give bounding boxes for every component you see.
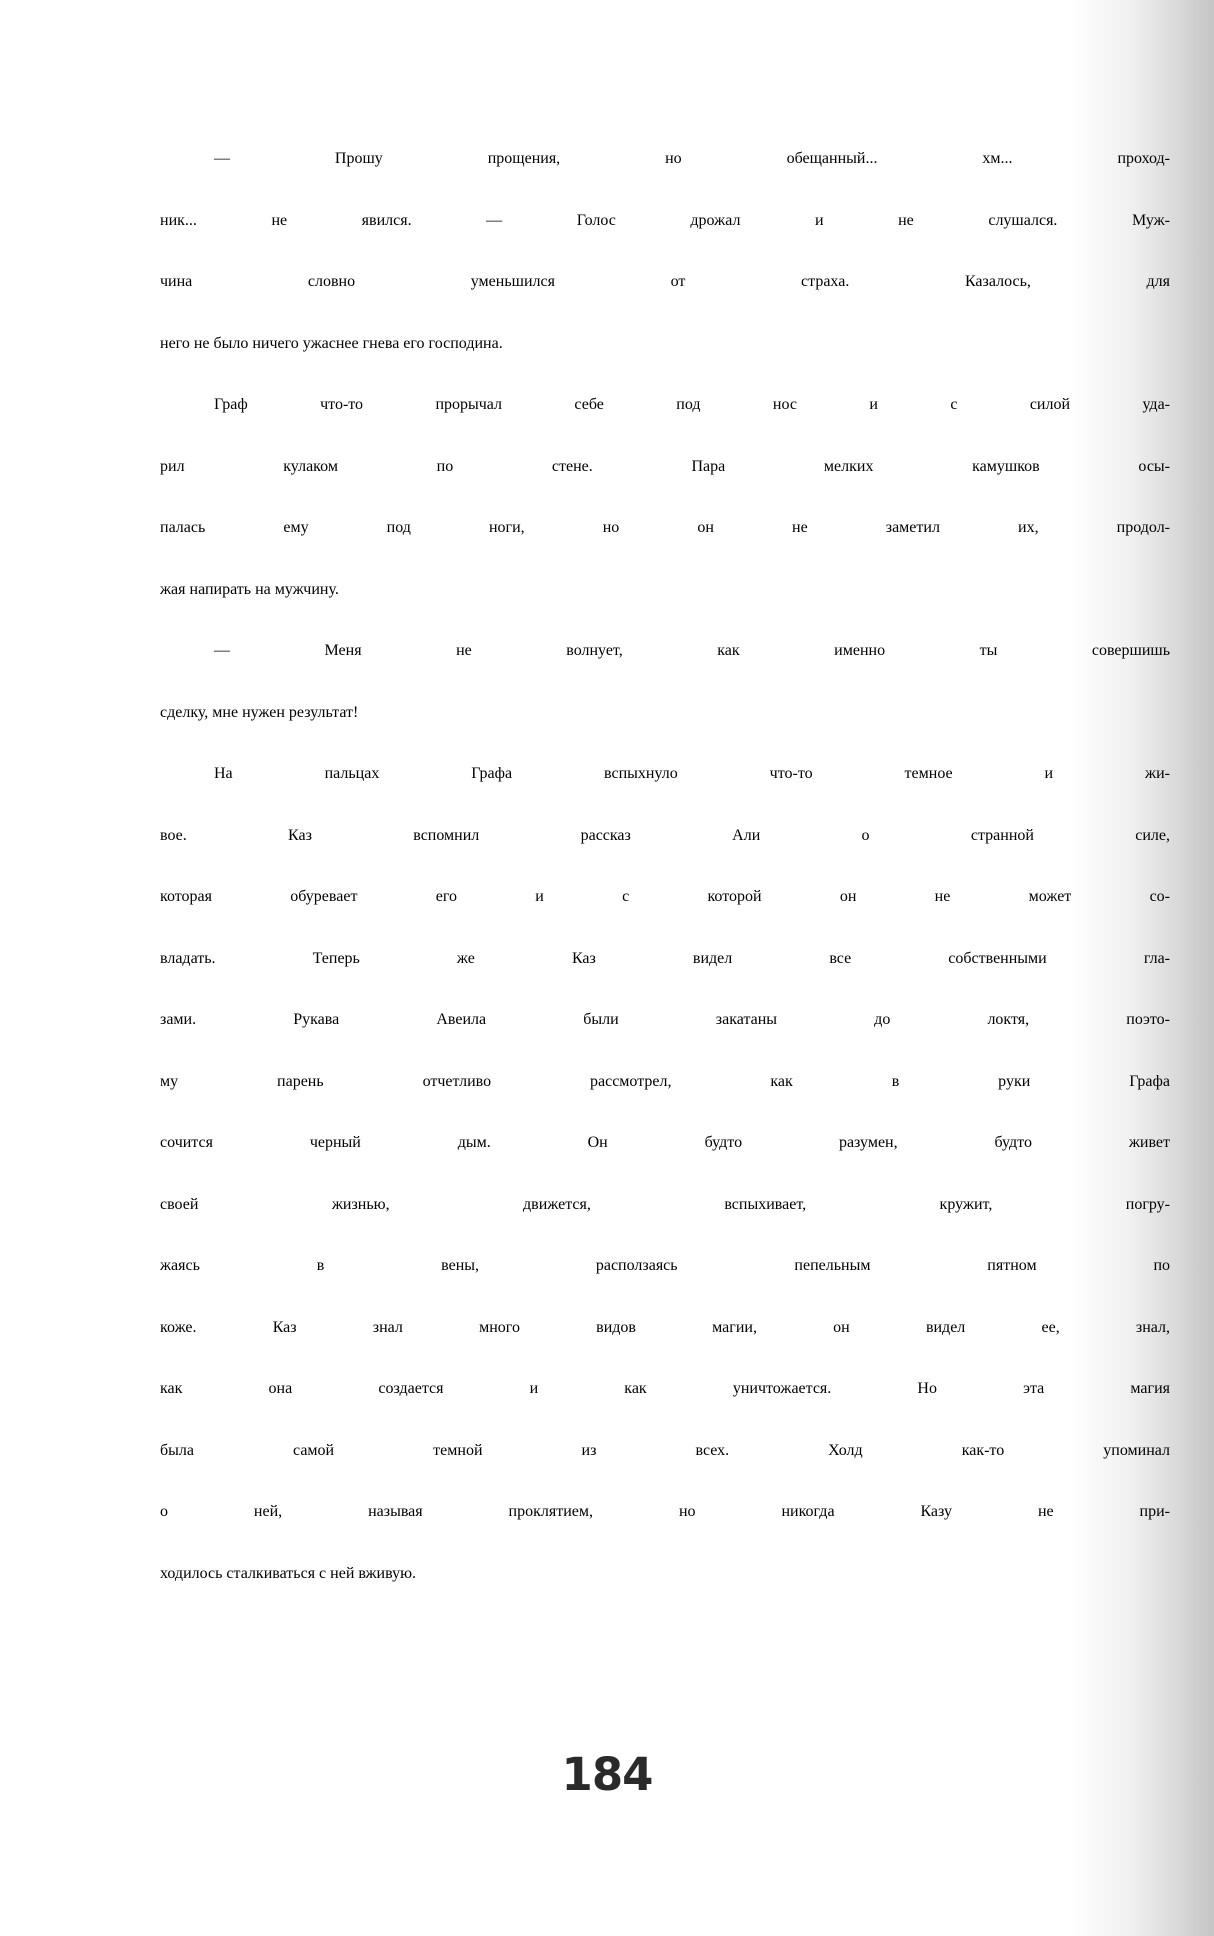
text-line: му парень отчетливо рассмотрел, как в руки Графа [160, 1072, 1170, 1090]
text-line: ник... не явился. — Голос дрожал и не слушался. Муж- [160, 211, 1170, 229]
text-line: чина словно уменьшился от страха. Казалось, для [160, 273, 1170, 290]
text-line: сочится черный дым. Он будто разумен, будто живет [160, 1134, 1170, 1151]
text-line: — Прошу прощения, но обещанный... хм... проход- [214, 150, 1170, 167]
text-line: вое. Каз вспомнил рассказ Али о странной силе, [160, 826, 1170, 844]
text-line: Граф что-то прорычал себе под нос и с силой уда- [214, 396, 1170, 413]
text-line: о ней, называя проклятием, но никогда Казу не при- [160, 1503, 1170, 1520]
text-line: зами. Рукава Авеила были закатаны до локтя, поэто- [160, 1011, 1170, 1028]
text-line: владать. Теперь же Каз видел все собственными гла- [160, 949, 1170, 967]
text-line: палась ему под ноги, но он не заметил их, продол- [160, 519, 1170, 536]
page-text [160, 150, 1170, 1626]
paragraph [160, 150, 1170, 396]
text-line: — Меня не волнует, как именно ты совершишь [214, 642, 1170, 659]
text-line: жая напирать на мужчину. [160, 580, 339, 598]
text-line: своей жизнью, движется, вспыхивает, кружит, погру- [160, 1195, 1170, 1213]
text-line: На пальцах Графа вспыхнуло что-то темное и жи- [214, 765, 1170, 782]
text-line: была самой темной из всех. Холд как-то упоминал [160, 1441, 1170, 1459]
text-line: рил кулаком по стене. Пара мелких камушков осы- [160, 457, 1170, 475]
text-line: как она создается и как уничтожается. Но эта магия [160, 1380, 1170, 1397]
paragraph [160, 396, 1170, 642]
text-line: ходилось сталкиваться с ней вживую. [160, 1564, 417, 1582]
page-number: 184 [561, 1748, 653, 1801]
text-line: него не было ничего ужаснее гнева его господина. [160, 334, 503, 352]
text-line: жаясь в вены, расползаясь пепельным пятном по [160, 1257, 1170, 1274]
paragraph [160, 642, 1170, 765]
text-line: которая обуревает его и с которой он не может со- [160, 888, 1170, 905]
text-line: сделку, мне нужен результат! [160, 703, 359, 721]
paragraph [160, 765, 1170, 1626]
text-line: коже. Каз знал много видов магии, он видел ее, знал, [160, 1318, 1170, 1336]
